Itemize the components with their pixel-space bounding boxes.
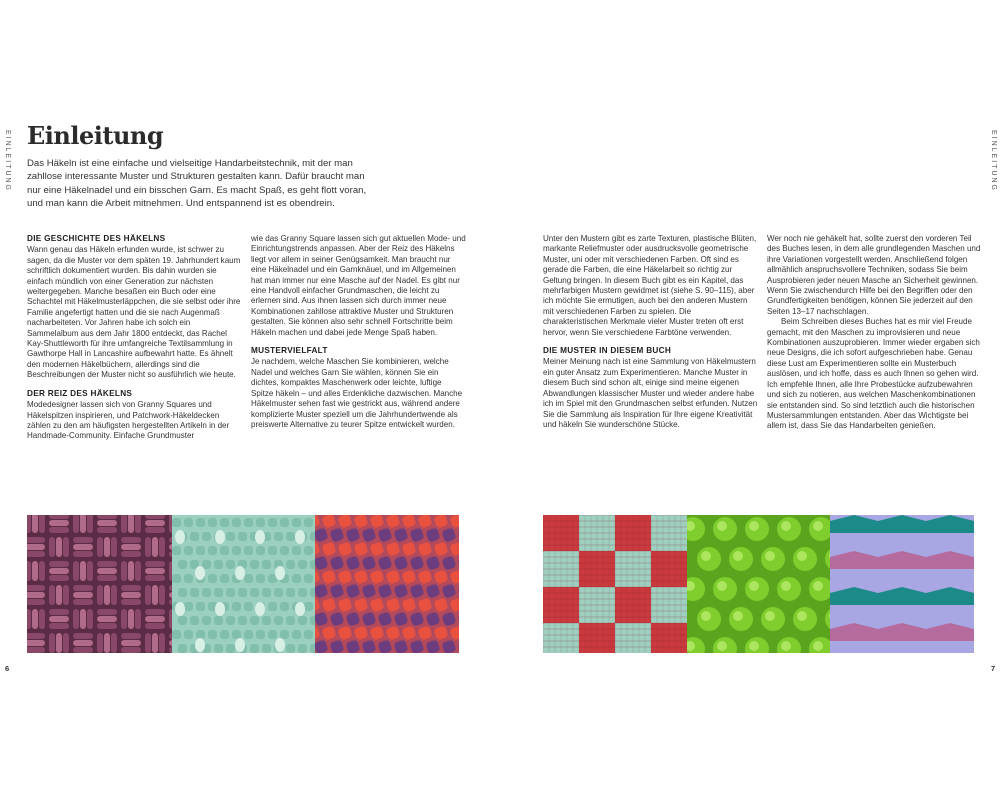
text-vielfalt-a: Je nachdem, welche Maschen Sie kombinieren, welche Nadel und welches Garn Sie wählen, können Sie ein dichtes, kompaktes Maschenwerk oder leichte, luftige Spitze häkeln – und alles Erdenkliche dazwischen. Manche Häkelmuster sehen fast wie gestrickt aus, während andere komplizierte Muster speziell um die Jahrhundertwende als preiswerte Alternative zu teurer Spitze entwickelt wurden.	[251, 357, 463, 429]
page-number-right: 7	[991, 664, 996, 673]
intro-paragraph: Das Häkeln ist eine einfache und vielseitige Handarbeitstechnik, mit der man zahllose interessante Muster und Strukturen gestalten kann. Dafür braucht man nur eine Häkelnadel und ein bisschen Garn. Es macht Spaß, es geht flott voran, und man kann die Arbeit mitnehmen. Und entspannend ist es obendrein.	[27, 158, 367, 210]
heading-geschichte: DIE GESCHICHTE DES HÄKELNS	[27, 234, 166, 243]
cluster-stripe-swatch	[315, 515, 459, 653]
page-title: Einleitung	[27, 121, 164, 150]
wave-stripe-swatch	[830, 515, 974, 653]
page-number-left: 6	[5, 664, 10, 673]
text-buch-a: Meiner Meinung nach ist eine Sammlung von Häkelmustern ein guter Ansatz zum Experimentieren. Manche Muster in diesem Buch sind schon alt, einige sind meine eigenen Abwandlungen klassischer Muster und wieder andere habe ich im Spiel mit den Grundmaschen selbst erfunden. Nutzen Sie die Sammlung als Inspiration für Ihre eigene Kreativität und häkeln Sie wunderschöne Stücke.	[543, 357, 758, 429]
lace-fan-swatch	[172, 515, 315, 653]
text-buch-c: Beim Schreiben dieses Buches hat es mir viel Freude gemacht, mit den Maschen zu improvisieren und neue Kombinationen auszuprobieren. Immer wieder ergaben sich neue Designs, die ich sofort aufgeschrieben habe. Genau diese Lust am Experimentieren sollte ein Musterbuch auslösen, und ich hoffe, dass es auch Ihnen so gehen wird. Ich empfehle Ihnen, alle Ihre Probestücke aufzubewahren und sich zu notieren, aus welchen Maschenkombinationen sie entstanden sind. So sind letztlich auch die historischen Mustersammlungen entstanden. Aber das Wichtigste bei allem ist, dass Sie das Handarbeiten genießen.	[767, 317, 980, 431]
bobble-swatch	[687, 515, 830, 653]
text-reiz-a: Modedesigner lassen sich von Granny Squares und Häkelspitzen inspirieren, und Patchwork-Häkeldecken zählen zu den am häufigsten hergestellten Artikeln in der Handmade-Community. Einfache Grundmuster	[27, 400, 230, 441]
text-buch-b: Wer noch nie gehäkelt hat, sollte zuerst den vorderen Teil des Buches lesen, in dem alle grundlegenden Maschen und ihre Variationen vorgestellt werden. Anschließend folgen allmählich anspruchsvollere Techniken, sodass Sie beim Ausprobieren jeder neuen Masche an Sicherheit gewinnen. Wenn Sie zwischendurch Hilfe bei den Begriffen oder den Grundfertigkeiten benötigen, können Sie jederzeit auf den Seiten 13–17 nachschlagen.	[767, 234, 981, 316]
text-column-1	[27, 234, 242, 442]
heading-buch: DIE MUSTER IN DIESEM BUCH	[543, 346, 672, 356]
heading-vielfalt: MUSTERVIELFALT	[251, 346, 328, 356]
text-column-2	[251, 234, 466, 430]
text-vielfalt-b: Unter den Mustern gibt es zarte Texturen, plastische Blüten, markante Reliefmuster oder ausdrucksvolle geometrische Muster, uni oder mit verschiedenen Farben. Oft sind es gerade die Farben, die eine Häkelarbeit so richtig zur Geltung bringen. In diesem Buch gibt es ein Kapitel, das mehrfarbigen Mustern gewidmet ist (siehe S. 90–115), aber ich möchte Sie ermutigen, auch bei den anderen Mustern mit verschiedenen Farben zu spielen. Die charakteristischen Merkmale vieler Muster treten oft erst hervor, wenn Sie verschiedene Farbtöne verwenden.	[543, 234, 757, 337]
text-column-3	[543, 234, 758, 430]
text-geschichte: Wann genau das Häkeln erfunden wurde, ist schwer zu sagen, da die Muster vor dem späten 19. Jahrhundert kaum schriftlich dokumentiert wurden. Bis dahin wurden sie einfach mündlich von einer Generation zur nächsten weitergegeben. Manche besaßen ein Buch oder eine Schachtel mit Häkelmusterläppchen, die sie selbst oder ihre Familie angefertigt hatten und die sie nach Augenmaß nacharbeiteten. Vor Jahren habe ich solch ein Sammelalbum aus dem Jahr 1800 entdeckt, das Rachel Kay-Shuttleworth für ihre umfangreiche Textilsammlung in Gawthorpe Hall in Lancashire aufbewahrt hatte. Es ähnelt den modernen Häkelbüchern, allerdings sind die Beschreibungen der Muster nicht so ausführlich wie heute.	[27, 245, 241, 380]
heading-reiz: DER REIZ DES HÄKELNS	[27, 388, 133, 398]
checkerboard-swatch	[543, 515, 687, 653]
side-tab-left: EINLEITUNG	[4, 130, 11, 193]
basketweave-swatch	[27, 515, 172, 653]
text-column-4	[767, 234, 982, 432]
side-tab-right: EINLEITUNG	[990, 130, 997, 193]
text-reiz-b: wie das Granny Square lassen sich gut aktuellen Mode- und Einrichtungstrends anpassen. Aber der Reiz des Häkelns liegt vor allem in seiner Genügsamkeit. Man braucht nur eine Häkelnadel und ein Garnknäuel, und im Allgemeinen hat man immer nur eine Masche auf der Nadel. Es gibt nur eine Handvoll einfacher Grundmaschen, die leicht zu erlernen sind. Aus ihnen lassen sich durch immer neue Kombinationen zahllose attraktive Muster und Strukturen gestalten. Sie können also sehr schnell Fortschritte beim Häkeln machen und dabei jede Menge Spaß haben.	[251, 234, 466, 337]
